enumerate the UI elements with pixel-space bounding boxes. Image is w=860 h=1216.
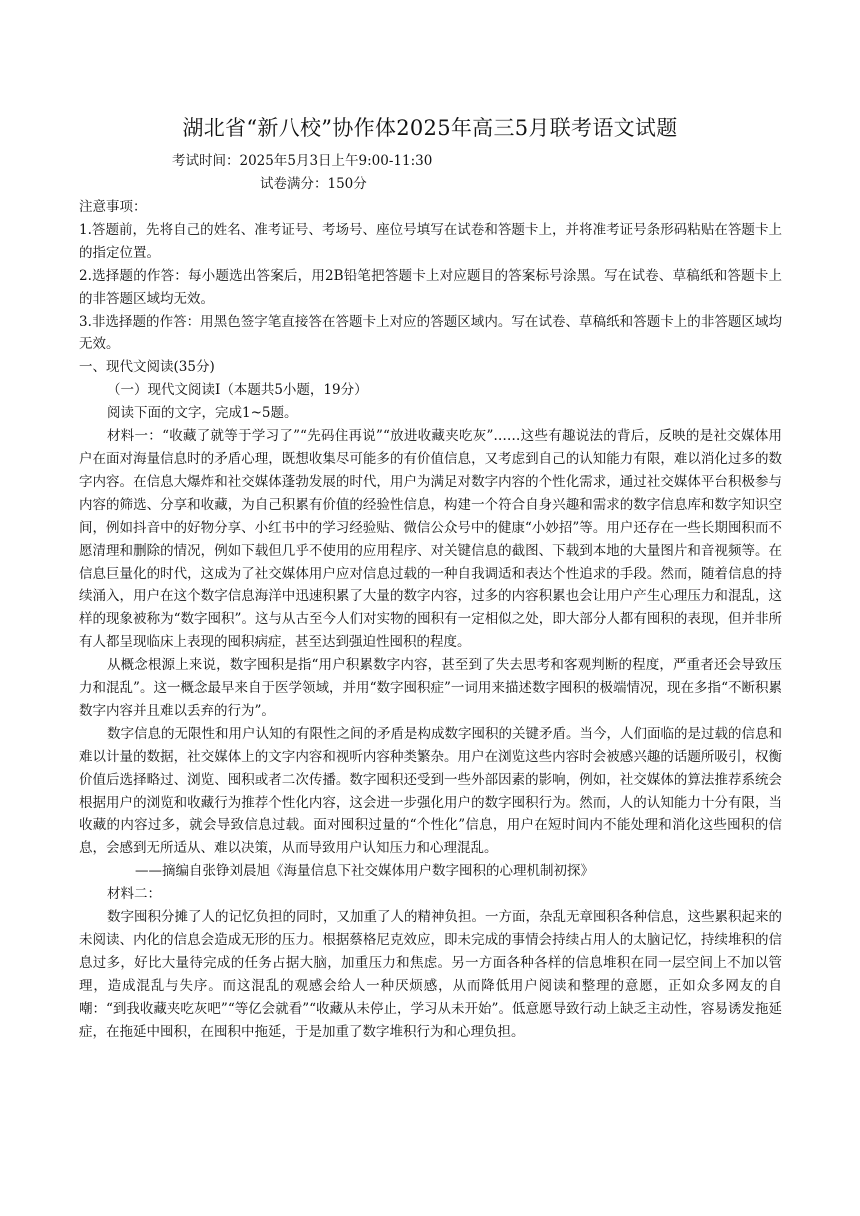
subsection-heading: （一）现代文阅读Ⅰ（本题共5小题，19分） bbox=[107, 382, 368, 399]
material1-paragraph-2: 从概念根源上来说，数字囤积是指“用户积累数字内容，甚至到了失去思考和客观判断的程度，严重者还会导致压力和混乱”。这一概念最早来自于医学领域，并用“数字囤积症”一词用来描述数字囤积的极端情况，现在多指“不断积累数字内容并且难以丢弃的行为”。 bbox=[79, 657, 782, 719]
exam-time: 考试时间：2025年5月3日上午9:00-11:30 bbox=[172, 153, 433, 169]
material2-paragraph-1: 数字囤积分摊了人的记忆负担的同时，又加重了人的精神负担。一方面，杂乱无章囤积各种信息，这些累积起来的未阅读、内化的信息会造成无形的压力。根据蔡格尼克效应，即未完成的事情会持续占用人的太脑记忆，持续堆积的信息过多，好比大量待完成的任务占据大脑，加重压力和焦虑。另一方面各种各样的信息堆积在同一层空间上不加以管理，造成混乱与失序。而这混乱的观感会给人一种厌烦感，从而降低用户阅读和整理的意愿，正如众多网友的自嘲：“到我收藏夹吃灰吧”“等亿会就看”“收藏从未停止，学习从未开始”。低意愿导致行动上缺乏主动性，容易诱发拖延症，在拖延中囤积，在囤积中拖延，于是加重了数字堆积行为和心理负担。 bbox=[79, 909, 782, 1040]
material1-source: ——摘编自张铮刘晨旭《海量信息下社交媒体用户数字囤积的心理机制初探》 bbox=[135, 863, 594, 880]
note-item-1: 1.答题前，先将自己的姓名、准考证号、考场号、座位号填写在试卷和答题卡上，并将准考证号条形码粘贴在答题卡上的指定位置。 bbox=[79, 221, 782, 261]
exam-body bbox=[79, 196, 782, 1044]
full-score: 试卷满分：150分 bbox=[260, 176, 367, 192]
note-item-2: 2.选择题的作答：每小题选出答案后，用2B铅笔把答题卡上对应题目的答案标号涂黑。写在试卷、草稿纸和答题卡上的非答题区域均无效。 bbox=[79, 267, 782, 307]
material1-paragraph-3: 数字信息的无限性和用户认知的有限性之间的矛盾是构成数字囤积的关键矛盾。当今，人们面临的是过载的信息和难以计量的数据，社交媒体上的文字内容和视听内容种类繁杂。用户在浏览这些内容时会被感兴趣的话题所吸引，权衡价值后选择略过、浏览、囤积或者二次传播。数字囤积还受到一些外部因素的影响，例如，社交媒体的算法推荐系统会根据用户的浏览和收藏行为推荐个性化内容，这会进一步强化用户的数字囤积行为。然而，人的认知能力十分有限，当收藏的内容过多，就会导致信息过载。面对囤积过量的“个性化”信息，用户在短时间内不能处理和消化这些囤积的信息，会感到无所适从、难以决策，从而导致用户认知压力和心理混乱。 bbox=[79, 725, 782, 857]
exam-title: 湖北省“新八校”协作体2025年高三5月联考语文试题 bbox=[182, 116, 678, 140]
note-item-3: 3.非选择题的作答：用黑色签字笔直接答在答题卡上对应的答题区域内。写在试卷、草稿纸和答题卡上的非答题区域均无效。 bbox=[79, 313, 782, 353]
notes-heading: 注意事项： bbox=[79, 199, 147, 215]
section-heading: 一、现代文阅读(35分) bbox=[79, 359, 215, 376]
material2-label: 材料二： bbox=[107, 886, 161, 903]
reading-instruction: 阅读下面的文字，完成1~5题。 bbox=[107, 405, 298, 422]
material1-paragraph-1: 材料一：“收藏了就等于学习了”“先码住再说”“放进收藏夹吃灰”……这些有趣说法的背后，反映的是社交媒体用户在面对海量信息时的矛盾心理，既想收集尽可能多的有价值信息，又考虑到自己的认知能力有限，难以消化过多的数字内容。在信息大爆炸和社交媒体蓬勃发展的时代，用户为满足对数字内容的个性化需求，通过社交媒体平台积极参与内容的筛选、分享和收藏，为自己积累有价值的经验性信息，构建一个符合自身兴趣和需求的数字信息库和数字知识空间，例如抖音中的好物分享、小红书中的学习经验贴、微信公众号中的健康“小妙招”等。用户还存在一些长期囤积而不愿清理和删除的情况，例如下载但几乎不使用的应用程序、对关键信息的截图、下载到本地的大量图片和音视频等。在信息巨量化的时代，这成为了社交媒体用户应对信息过载的一种自我调适和表达个性追求的手段。然而，随着信息的持续涌入，用户在这个数字信息海洋中迅速积累了大量的数字内容，过多的内容积累也会让用户产生心理压力和混乱，这样的现象被称为“数字囤积”。这与从古至今人们对实物的囤积有一定相似之处，即大部分人都有囤积的表现，但并非所有人都呈现临床上表现的囤积病症，甚至达到强迫性囤积的程度。 bbox=[79, 428, 782, 651]
